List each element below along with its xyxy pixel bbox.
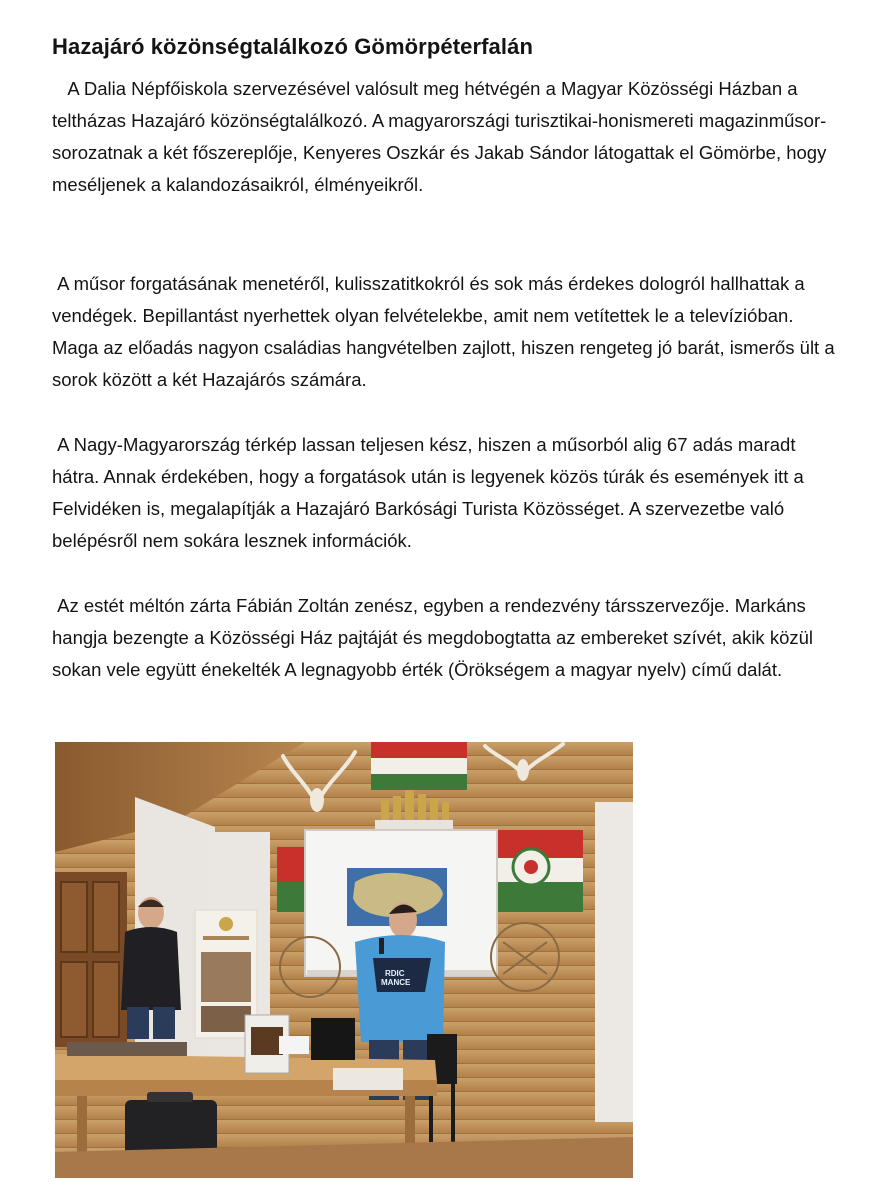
right-wall <box>595 802 633 1122</box>
paragraph-4: Az estét méltón zárta Fábián Zoltán zenész, egyben a rendezvény társszervezője. Markáns hangja bezengte a Közösségi Ház pajtáját és megdobogtatta az embereket szívét, akik közül sokan vele együtt énekelték A legnagyobb érték (Örökségem a magyar nyelv) című dalát. <box>52 595 819 680</box>
flag-right <box>498 830 583 912</box>
jacket-text <box>381 969 411 987</box>
jacket-text-line1: RDIC <box>385 969 405 978</box>
table-books <box>67 1042 187 1056</box>
laptop <box>311 1018 355 1060</box>
paragraph-3: A Nagy-Magyarország térkép lassan teljesen kész, hiszen a műsorból alig 67 adás maradt hátra. Annak érdekében, hogy a forgatások után is legyenek közös túrák és események itt a Felvidéken is, megalapítják a Hazajáró Barkósági Turista Közösséget. A szervezetbe való belépésről nem sokára lesznek információk. <box>52 434 809 551</box>
paragraph-2: A műsor forgatásának menetéről, kulisszatitkokról és sok más érdekes dologról hallhattak a vendégek. Bepillantást nyerhettek olyan felvételekbe, amit nem vetítettek le a televízióban. Maga az előadás nagyon családias hangvételben zajlott, hiszen rengeteg jó barát, ismerős ült a sorok között a két Hazajárós számára. <box>52 273 840 390</box>
book-stack <box>333 1068 403 1090</box>
projector <box>279 1036 309 1054</box>
hungarian-flag <box>371 742 467 790</box>
event-photo-illustration <box>55 742 633 1178</box>
event-photo <box>55 742 633 1178</box>
page-title: Hazajáró közönségtalálkozó Gömörpéterfalán <box>52 34 533 59</box>
flag-left <box>277 847 307 912</box>
microphone-icon <box>379 938 384 954</box>
jacket-text-line2: MANCE <box>381 978 411 987</box>
paragraph-1: A Dalia Népfőiskola szervezésével valósult meg hétvégén a Magyar Közösségi Házban a teltházas Hazajáró közönségtalálkozó. A magyarországi turisztikai-honismereti magazinműsor-sorozatnak a két főszereplője, Kenyeres Oszkár és Jakab Sándor látogattak el Gömörbe, hogy meséljenek a kalandozásaikról, élményeikről. <box>52 78 832 195</box>
